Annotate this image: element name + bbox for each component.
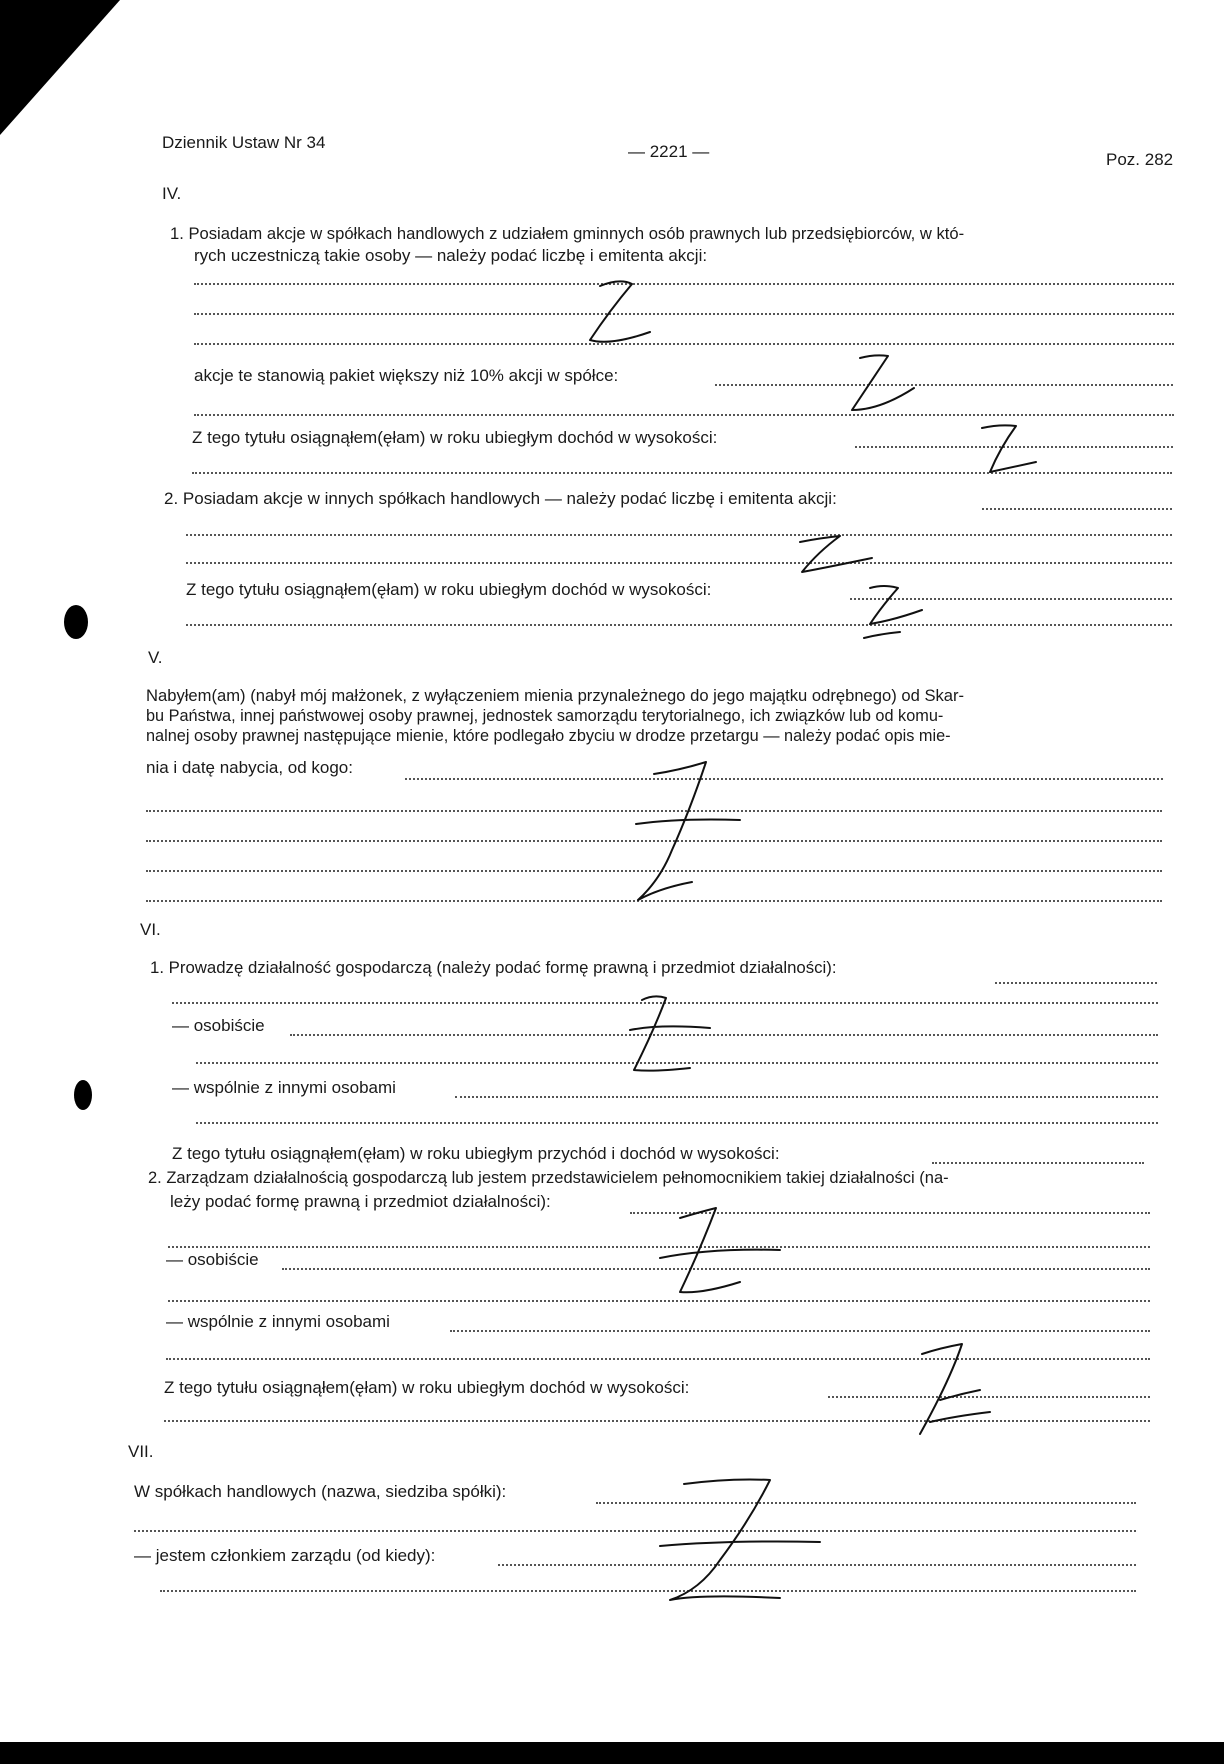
fill-line xyxy=(455,1096,1158,1098)
v-text-line1: Nabyłem(am) (nabył mój małżonek, z wyłączeniem mienia przynależnego do jego majątku odrębnego) od Skar- xyxy=(146,686,965,705)
vi-item2-jointly: — wspólnie z innymi osobami xyxy=(166,1312,390,1331)
handwritten-dash-mark xyxy=(960,420,1070,485)
fill-line xyxy=(995,982,1157,984)
iv-item1-text-cont: rych uczestniczą takie osoby — należy podać liczbę i emitenta akcji: xyxy=(194,246,708,265)
fill-line xyxy=(194,414,1174,416)
page-number: — 2221 — xyxy=(628,142,710,161)
punch-hole xyxy=(64,605,88,639)
vi-item1-jointly: — wspólnie z innymi osobami xyxy=(172,1078,396,1097)
fill-line xyxy=(450,1330,1150,1332)
handwritten-dash-mark xyxy=(570,270,690,360)
fill-line xyxy=(196,1122,1158,1124)
section-vi-heading: VI. xyxy=(140,920,161,939)
vi-item2-personal: — osobiście xyxy=(166,1250,259,1269)
vii-board-member-label: — jestem członkiem zarządu (od kiedy): xyxy=(134,1546,436,1565)
fill-line xyxy=(715,384,1173,386)
vi-item1-text: 1. Prowadzę działalność gospodarczą (należy podać formę prawną i przedmiot działalności): xyxy=(150,958,837,977)
handwritten-dash-mark xyxy=(620,750,770,910)
handwritten-dash-mark xyxy=(780,512,890,582)
iv-item2-income-label: Z tego tytułu osiągnąłem(ęłam) w roku ubiegłym dochód w wysokości: xyxy=(186,580,712,599)
v-text-line3: nalnej osoby prawnej następujące mienie, które podlegało zbyciu w drodze przetargu — należy podać opis mie- xyxy=(146,727,951,745)
iv-packet-label: akcje te stanowią pakiet większy niż 10% akcji w spółce: xyxy=(194,366,619,385)
scan-corner-shadow xyxy=(0,0,120,135)
vii-companies-label: W spółkach handlowych (nazwa, siedziba spółki): xyxy=(134,1482,507,1501)
iv-item1-text: 1. Posiadam akcje w spółkach handlowych z udziałem gminnych osób prawnych lub przedsiębiorców, w któ- xyxy=(170,224,965,243)
fill-line xyxy=(186,624,1172,626)
handwritten-dash-mark xyxy=(850,580,940,650)
section-iv-heading: IV. xyxy=(162,184,182,203)
fill-line xyxy=(134,1530,1136,1532)
handwritten-dash-mark xyxy=(610,990,730,1090)
v-text-line2: bu Państwa, innej państwowej osoby prawnej, jednostek samorządu terytorialnego, ich związków lub od komu- xyxy=(146,707,944,725)
fill-line xyxy=(186,534,1172,536)
vi-item1-income-label: Z tego tytułu osiągnąłem(ęłam) w roku ubiegłym przychód i dochód w wysokości: xyxy=(172,1144,780,1163)
section-vii-heading: VII. xyxy=(128,1442,154,1461)
iv-item2-text: 2. Posiadam akcje w innych spółkach handlowych — należy podać liczbę i emitenta akcji: xyxy=(164,489,837,508)
position-number: Poz. 282 xyxy=(1106,150,1174,169)
handwritten-dash-mark xyxy=(900,1340,1010,1440)
fill-line xyxy=(186,562,1172,564)
vi-item2-text: 2. Zarządzam działalnością gospodarczą lub jestem przedstawicielem pełnomocnikiem takiej działalności (na- xyxy=(148,1169,949,1187)
vi-item1-personal: — osobiście xyxy=(172,1016,265,1035)
handwritten-dash-mark xyxy=(640,1200,800,1310)
fill-line xyxy=(932,1162,1144,1164)
fill-line xyxy=(982,508,1172,510)
fill-line xyxy=(405,778,1163,780)
vi-item2-income-label: Z tego tytułu osiągnąłem(ęłam) w roku ubiegłym dochód w wysokości: xyxy=(164,1378,690,1397)
iv-item1-income-label: Z tego tytułu osiągnąłem(ęłam) w roku ubiegłym dochód w wysokości: xyxy=(192,428,718,447)
handwritten-dash-mark xyxy=(640,1460,840,1610)
scan-bottom-edge xyxy=(0,1742,1224,1764)
handwritten-dash-mark xyxy=(830,350,940,425)
v-text-line4: nia i datę nabycia, od kogo: xyxy=(146,758,353,777)
vi-item2-text-cont: leży podać formę prawną i przedmiot działalności): xyxy=(170,1192,551,1211)
punch-hole xyxy=(74,1080,92,1110)
section-v-heading: V. xyxy=(148,648,163,667)
journal-title: Dziennik Ustaw Nr 34 xyxy=(162,133,326,152)
